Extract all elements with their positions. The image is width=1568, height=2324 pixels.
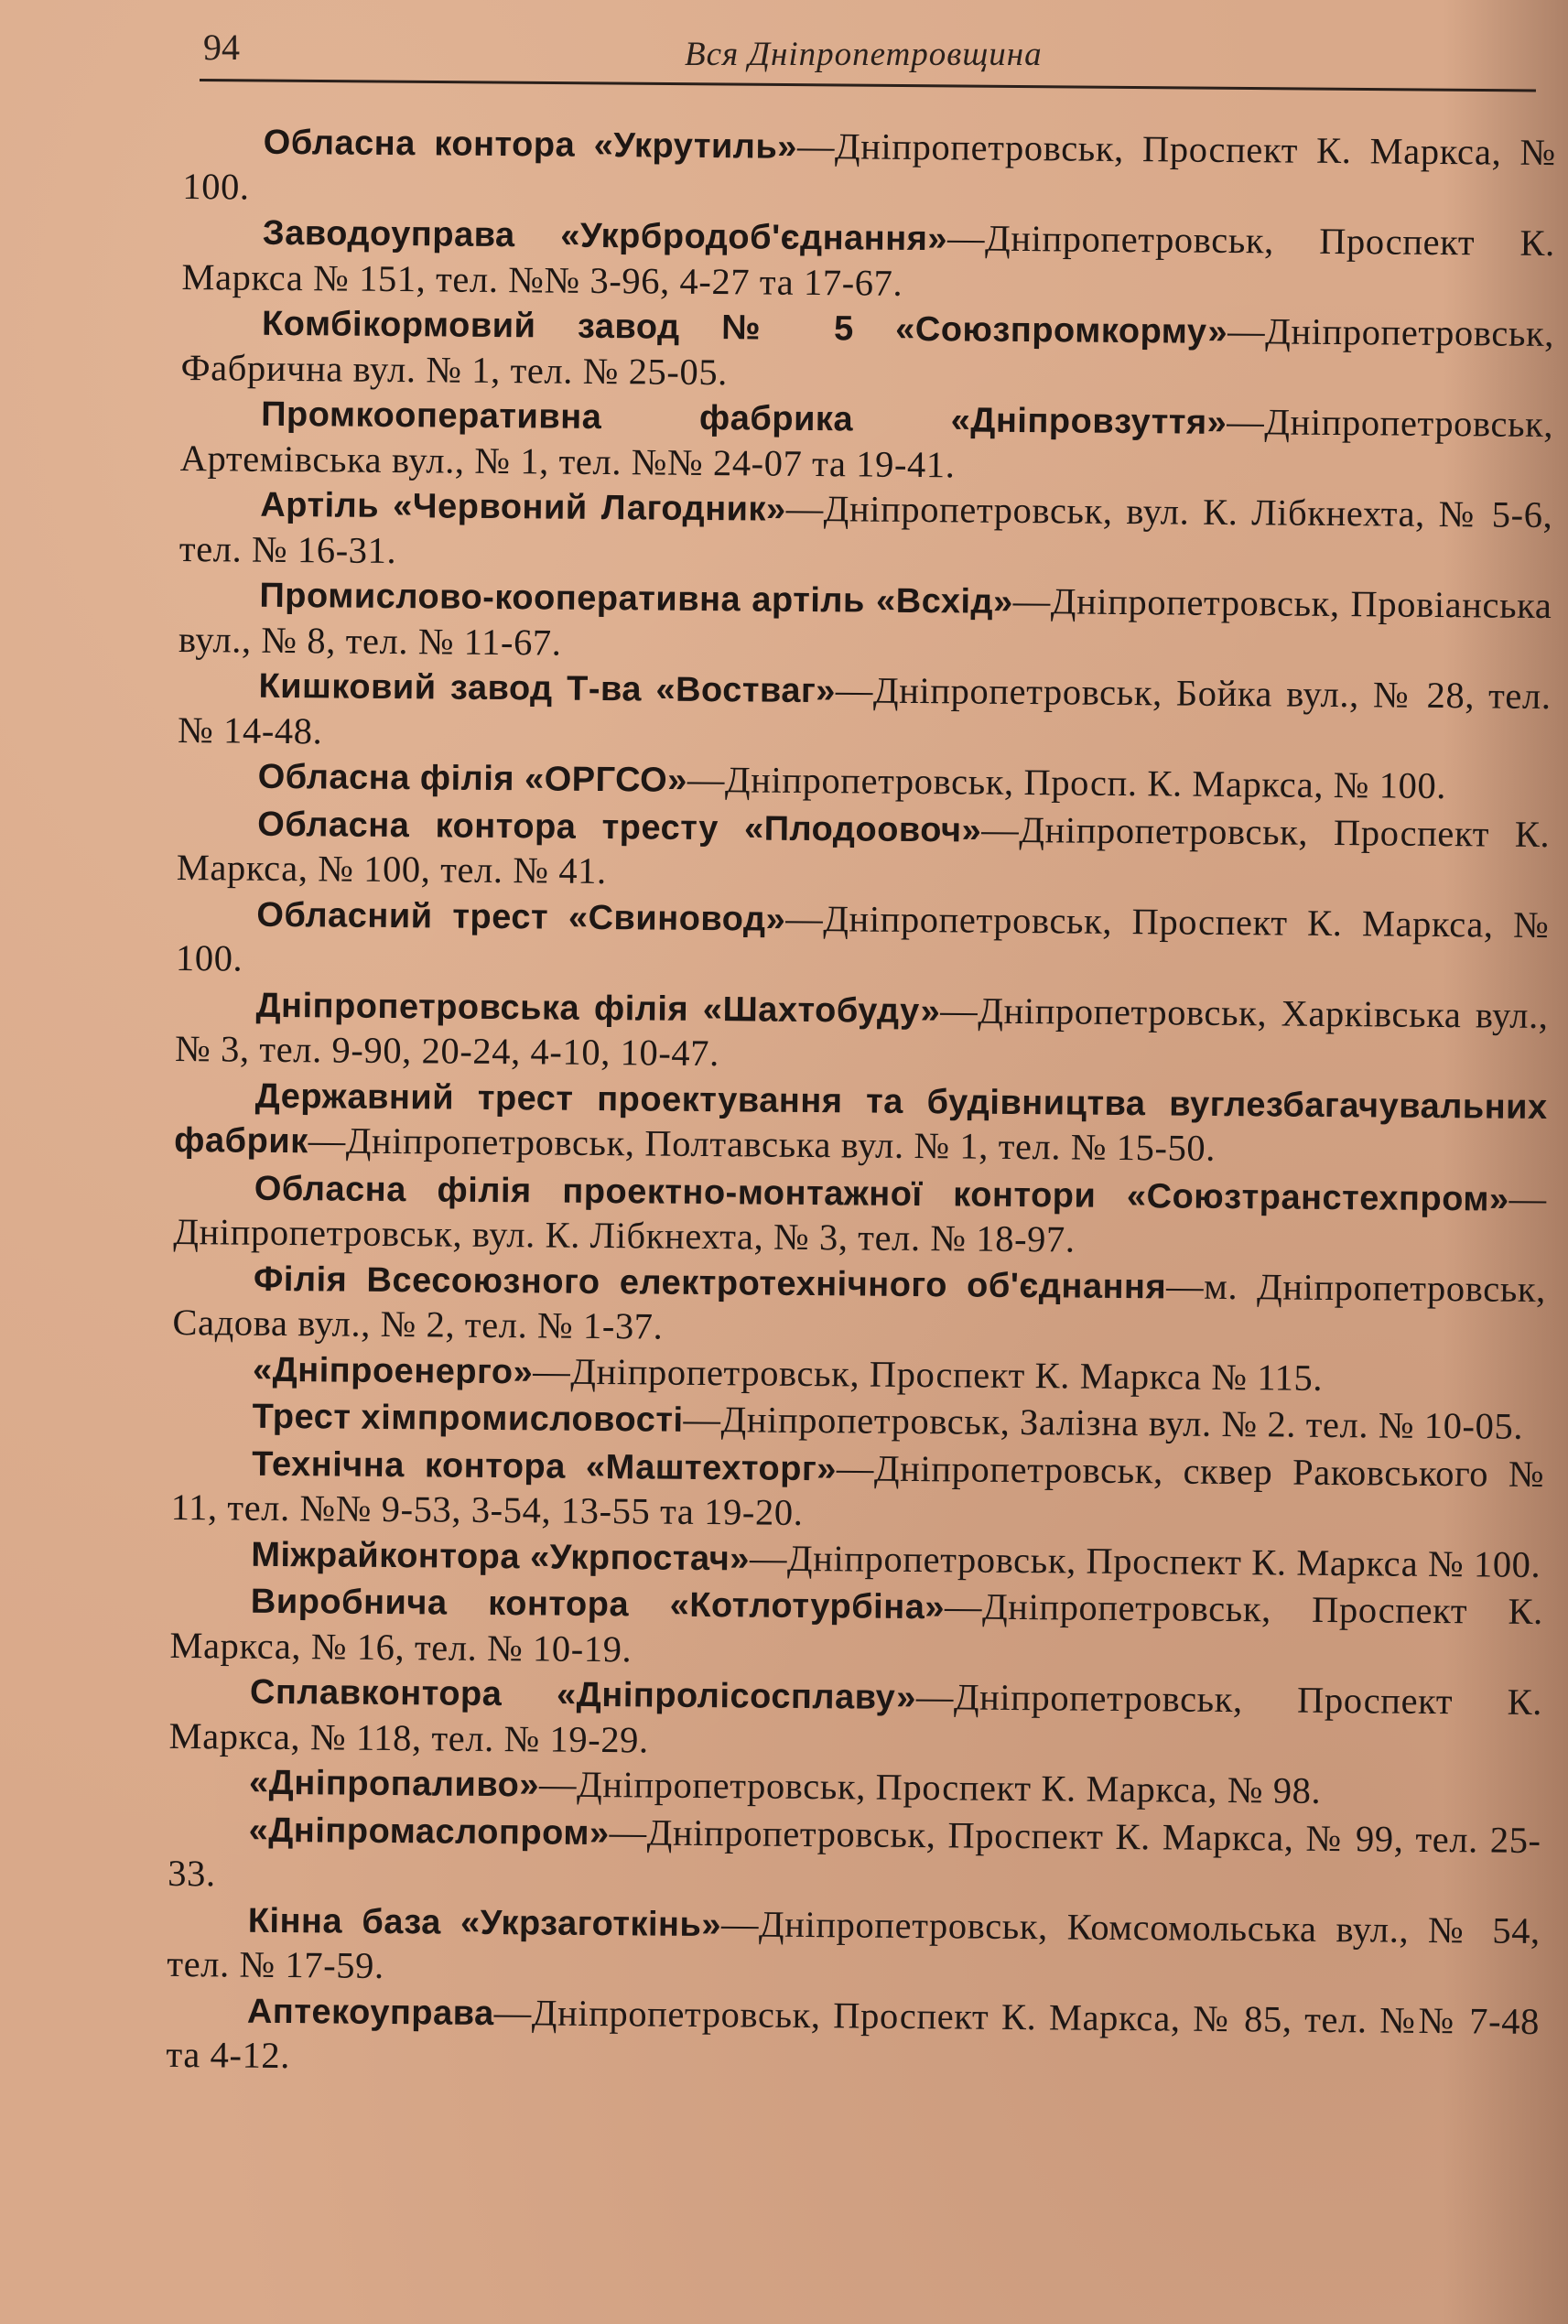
entry-name: Кишковий завод Т-ва «Востваг» bbox=[258, 666, 837, 711]
entry-name: Обласна контора «Укрутиль» bbox=[263, 123, 798, 167]
entry-address: —Дніпропетровськ, Провіанська вул., № 8, тел. № 11-67. bbox=[178, 579, 1552, 664]
entry-name: Обласна контора тресту «Плодоовоч» bbox=[257, 805, 982, 850]
directory-entry bbox=[174, 1072, 1548, 1174]
page-header bbox=[200, 18, 1536, 82]
directory-entry bbox=[181, 210, 1555, 310]
entry-name: Обласний трест «Свиновод» bbox=[256, 895, 786, 939]
entry-address: —Дніпропетровськ, Проспект К. Маркса, № 16, тел. № 10-19. bbox=[169, 1585, 1544, 1670]
directory-entry bbox=[168, 1669, 1542, 1769]
entry-address: —Дніпропетровськ, вул. К. Лібкнехта, № 5-6, тел. № 16-31. bbox=[178, 487, 1553, 571]
entry-address: —Дніпропетровськ, Полтавська вул. № 1, тел. № 15-50. bbox=[308, 1119, 1217, 1169]
entry-address: —Дніпропетровськ, Проспект К. Маркса, № 118, тел. № 19-29. bbox=[168, 1676, 1543, 1761]
directory-entry bbox=[169, 1578, 1543, 1679]
entry-name: Обласна філія «ОРГСО» bbox=[257, 757, 688, 800]
directory-entry bbox=[167, 1897, 1541, 1997]
entry-address: —Дніпропетровськ, Проспект К. Маркса, № 99, тел. 25-33. bbox=[168, 1811, 1541, 1895]
entry-name: Обласна філія проектно-монтажної контори «Союзтранстехпром» bbox=[254, 1169, 1509, 1219]
entry-address: —Дніпропетровськ, сквер Раковського № 11, тел. №№ 9-53, 3-54, 13-55 та 19-20. bbox=[170, 1446, 1545, 1533]
running-title: Вся Дніпропетровщина bbox=[685, 36, 1043, 73]
entry-name: Промислово-кооперативна артіль «Всхід» bbox=[259, 576, 1013, 622]
entry-address: —Дніпропетровськ, Проспект К. Маркса № 100. bbox=[749, 1536, 1541, 1585]
directory-entry bbox=[178, 663, 1552, 763]
entry-address: —м. Дніпропетровськ, Садова вул., № 2, тел. № 1-37. bbox=[172, 1264, 1547, 1347]
directory-entry bbox=[175, 981, 1549, 1082]
entry-address: —Дніпропетровськ, Проспект К. Маркса № 151, тел. №№ 3-96, 4-27 та 17-67. bbox=[181, 217, 1556, 304]
directory-entry bbox=[178, 572, 1552, 673]
directory-entry bbox=[176, 891, 1550, 991]
entry-address: —Дніпропетровськ, Комсомольська вул., № 54, тел. № 17-59. bbox=[167, 1902, 1541, 1986]
entry-address: —Дніпропетровськ, Проспект К. Маркса, № 100. bbox=[175, 897, 1550, 979]
directory-entries bbox=[166, 119, 1556, 2091]
page-number: 94 bbox=[203, 27, 240, 68]
entry-name: Міжрайконтора «Укрпостач» bbox=[251, 1535, 751, 1578]
directory-entry bbox=[173, 1164, 1547, 1265]
entry-address: —Дніпропетровськ, Проспект К. Маркса № 115. bbox=[533, 1349, 1324, 1399]
entry-address: —Дніпропетровськ, Залізна вул. № 2. тел. № 10-05. bbox=[683, 1398, 1524, 1447]
entry-name: Трест хімпромисловості bbox=[252, 1397, 684, 1440]
entry-name: Дніпропетровська філія «Шахтобуду» bbox=[255, 986, 941, 1031]
entry-address: —Дніпропетровськ, Фабрична вул. № 1, тел. № 25-05. bbox=[180, 309, 1555, 393]
entry-name: Державний трест проектування та будівництва вуглезбагачувальних фабрик bbox=[174, 1076, 1548, 1162]
entry-name: «Дніпромаслопром» bbox=[248, 1811, 610, 1853]
entry-address: —Дніпропетровськ, Проспект К. Маркса, № 85, тел. №№ 7-48 та 4-12. bbox=[166, 1991, 1541, 2077]
entry-address: —Дніпропетровськ, Бойка вул., № 28, тел. № 14-48. bbox=[177, 669, 1552, 751]
entry-address: —Дніпропетровськ, Проспект К. Маркса, № 100. bbox=[182, 124, 1556, 208]
directory-entry bbox=[179, 481, 1553, 582]
entry-address: —Дніпропетровськ, Проспект К. Маркса, № 98. bbox=[538, 1763, 1322, 1811]
entry-address: —Дніпропетровськ, Просп. К. Маркса, № 100. bbox=[687, 758, 1447, 807]
directory-entry bbox=[168, 1806, 1541, 1907]
directory-entry bbox=[180, 300, 1554, 401]
entry-address: —Дніпропетровськ, Харківська вул., № 3, тел. 9-90, 20-24, 4-10, 10-47. bbox=[174, 989, 1549, 1075]
entry-name: Комбікормовий завод № 5 «Союзпромкорму» bbox=[261, 304, 1228, 351]
entry-name: Філія Всесоюзного електротехнічного об'єднання bbox=[253, 1259, 1167, 1306]
entry-name: Кінна база «Укрзаготкінь» bbox=[247, 1901, 722, 1944]
entry-name: Промкооперативна фабрика «Дніпровзуття» bbox=[261, 395, 1227, 442]
entry-address: —Дніпропетровськ, Артемівська вул., № 1, тел. №№ 24-07 та 19-41. bbox=[179, 400, 1554, 485]
directory-entry bbox=[180, 391, 1554, 492]
header-rule bbox=[200, 79, 1536, 92]
entry-address: —Дніпропетровськ, Проспект К. Маркса, № 100, тел. № 41. bbox=[176, 808, 1551, 892]
directory-entry bbox=[171, 1440, 1545, 1540]
directory-entry bbox=[182, 119, 1556, 220]
entry-name: «Дніпропаливо» bbox=[248, 1763, 540, 1805]
entry-name: Артіль «Червоний Лагодник» bbox=[260, 485, 786, 529]
entry-name: Сплавконтора «Дніпролісосплаву» bbox=[249, 1672, 917, 1718]
entry-name: Заводоуправа «Укрбродоб'єднання» bbox=[262, 213, 948, 259]
directory-entry bbox=[177, 800, 1551, 901]
directory-entry bbox=[172, 1255, 1546, 1356]
entry-name: Аптекоуправа bbox=[246, 1992, 494, 2033]
entry-name: Технічна контора «Маштехторг» bbox=[251, 1444, 838, 1488]
entry-name: Виробнича контора «Котлотурбіна» bbox=[250, 1582, 946, 1627]
directory-entry bbox=[166, 1987, 1540, 2088]
entry-address: —Дніпропетровськ, вул. К. Лібкнехта, № 3, тел. № 18-97. bbox=[173, 1177, 1547, 1260]
entry-name: «Дніпроенерго» bbox=[252, 1350, 534, 1391]
